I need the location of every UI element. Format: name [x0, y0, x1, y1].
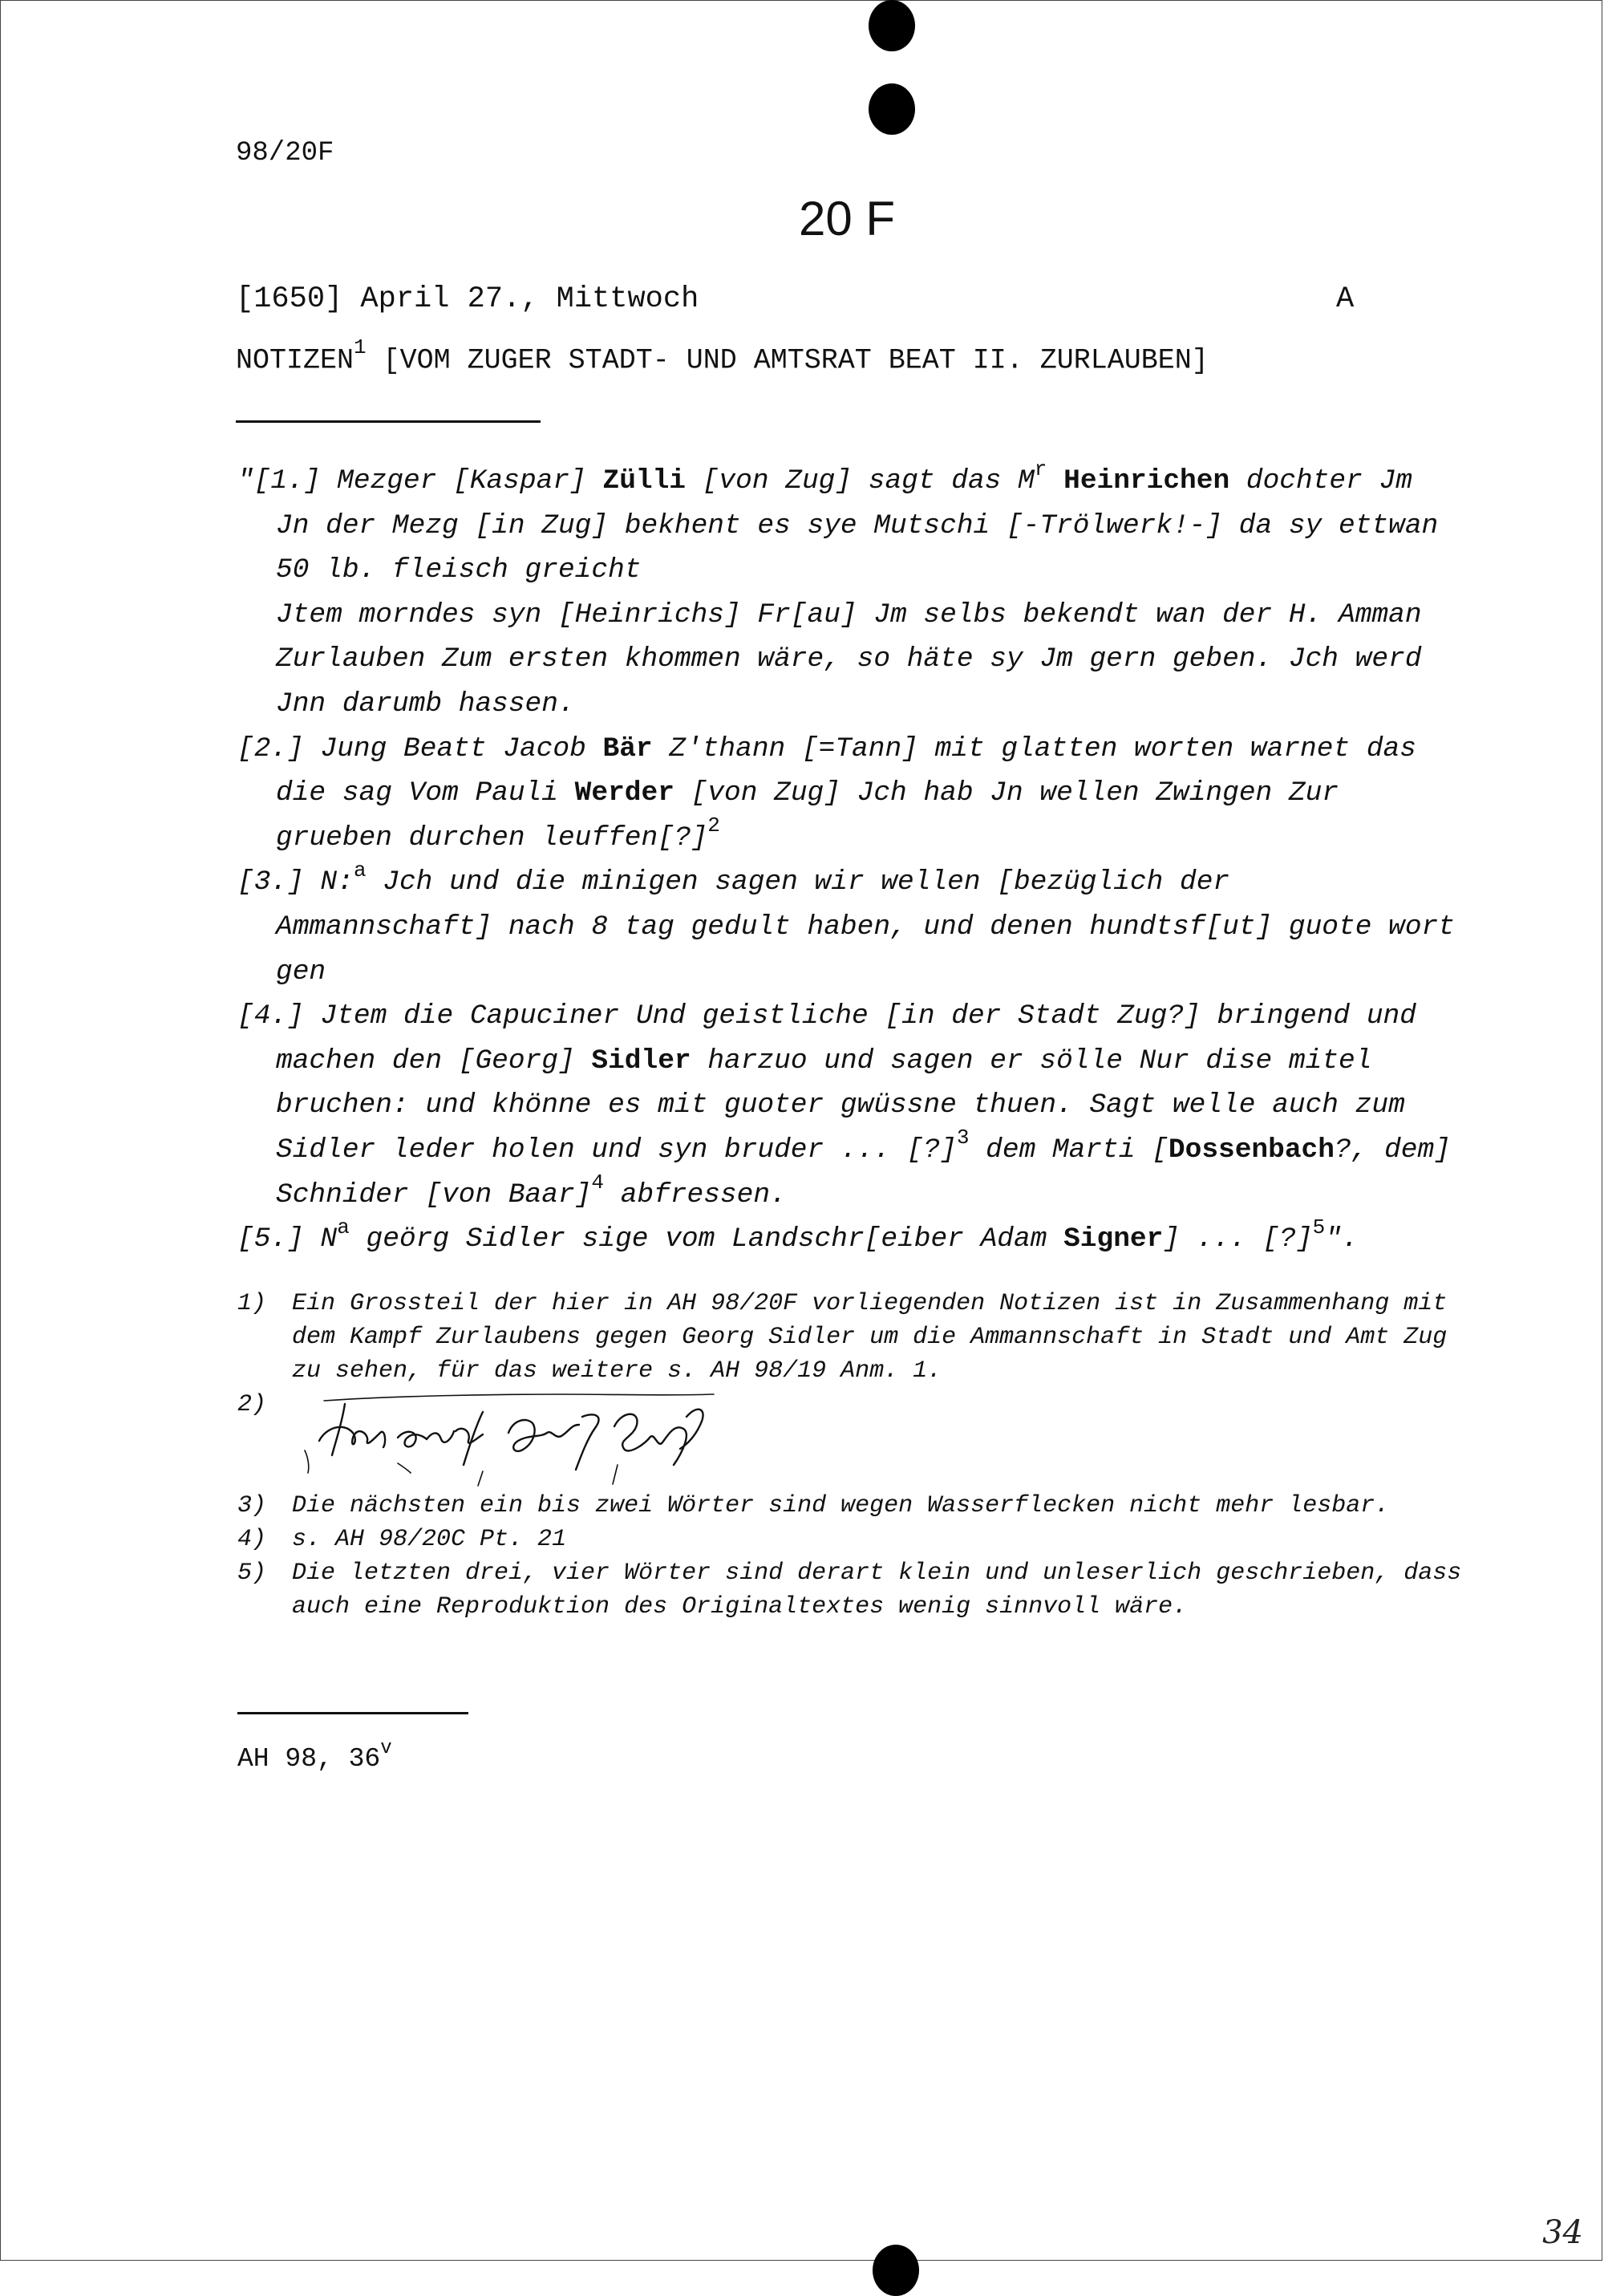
footnote-4 [237, 1523, 1489, 1556]
footnote-number: 5) [237, 1560, 267, 1587]
name-dossenbach: Dossenbach [1168, 1134, 1335, 1166]
source-divider [237, 1712, 468, 1714]
text-span: [von Zug] sagt das M [686, 465, 1035, 497]
footnote-text: Die letzten drei, vier Wörter sind derart klein und unleserlich geschrieben, dass auch eine Reproduktion des Originaltextes wenig sinnvoll wäre. [292, 1560, 1476, 1621]
text-span: geörg Sidler sige vom Landschr[eiber Adam [349, 1223, 1064, 1255]
document-letter: A [1336, 282, 1355, 316]
text-span: [2.] Jung Beatt Jacob [237, 732, 603, 765]
text-span: ?, dem] Schnider [von Baar] [276, 1134, 1468, 1211]
document-heading [236, 335, 1209, 377]
text-span: ". [1325, 1223, 1359, 1255]
heading-rest: [VOM ZUGER STADT- UND AMTSRAT BEAT II. ZURLAUBEN] [366, 344, 1209, 377]
heading-main: NOTIZEN [236, 344, 354, 377]
text-span: Jch und die minigen sagen wir wellen [bezüglich der Ammannschaft] nach 8 tag gedult haben, und denen hundtsf[ut] guote wort gen [276, 866, 1472, 988]
text-span: Anm. 1. [826, 1357, 942, 1385]
punch-hole-bottom [873, 2245, 919, 2296]
name-werder: Werder [574, 777, 674, 809]
note-paragraph-1b: Jtem morndes syn [Heinrichs] Fr[au] Jm selbs bekendt wan der H. Amman Zurlauben Zum ersten khommen wäre, so häte sy Jm gern geben. Jch werd Jnn darumb hassen. [276, 598, 1439, 720]
text-span: dem Marti [ [969, 1134, 1169, 1166]
archive-reference: AH 98/19 [711, 1357, 827, 1385]
source-superscript: v [380, 1738, 392, 1759]
footnote-mark-3: 3 [956, 1126, 970, 1150]
archive-reference: AH 98/20C [335, 1526, 466, 1553]
document-title: 20 F [799, 192, 896, 245]
note-paragraph-4 [237, 994, 1468, 1217]
handwritten-signature-image [297, 1393, 746, 1489]
text-span: vorliegenden Notizen ist in Zusammenhang mit dem Kampf Zurlaubens gegen Georg Sidler um die Ammannschaft in Stadt und Amt Zug zu sehen, für das weitere s. [292, 1290, 1462, 1385]
name-sidler: Sidler [591, 1045, 691, 1077]
footnote-3 [237, 1489, 1489, 1523]
text-span: Z'thann [=Tann] mit glatten worten warnet das die sag Vom Pauli [276, 732, 1433, 809]
text-span: ] ... [?] [1163, 1223, 1313, 1255]
text-span: [von Zug] Jch hab Jn wellen Zwingen Zur grueben durchen leuffen[?] [276, 777, 1355, 854]
text-span: abfressen. [603, 1178, 787, 1211]
heading-divider [236, 420, 541, 423]
text-span: [5.] N [237, 1223, 338, 1255]
heading-footnote-mark: 1 [354, 335, 367, 359]
footnote-number: 2) [237, 1391, 267, 1418]
footnote-mark-4: 4 [591, 1170, 604, 1195]
name-zuelli: Zülli [602, 465, 687, 497]
punch-hole-upper [869, 83, 915, 135]
archive-reference: AH 98/20F [667, 1290, 798, 1317]
handwritten-page-number: 34 [1542, 2214, 1583, 2251]
footnote-text [292, 1523, 1489, 1556]
text-span: Ein Grossteil der hier in [292, 1290, 668, 1317]
source-main: AH 98, 36 [237, 1744, 381, 1774]
footnote-mark-5: 5 [1312, 1215, 1326, 1239]
footnote-2 [237, 1388, 1489, 1489]
footnote-1 [237, 1287, 1489, 1388]
note-paragraph-3 [237, 858, 1472, 994]
source-reference [237, 1738, 392, 1774]
name-heinrichen: Heinrichen [1063, 465, 1230, 497]
superscript: a [337, 1215, 350, 1239]
name-baer: Bär [602, 732, 653, 765]
superscript: r [1034, 456, 1047, 481]
reference-code: 98/20F [236, 138, 334, 168]
footnote-text: Die nächsten ein bis zwei Wörter sind wegen Wasserflecken nicht mehr lesbar. [292, 1492, 1390, 1519]
name-signer: Signer [1063, 1223, 1164, 1255]
text-span: [4.] Jtem die Capuciner Und geistliche [in der Stadt Zug?] bringend und machen den [Georg] [237, 1000, 1433, 1077]
text-span: harzuo und sagen er sölle Nur dise mitel bruchen: und khönne es mit guoter gwüssne thuen. Sagt welle auch zum Sidler leder holen und syn bruder ... [?] [276, 1045, 1422, 1166]
footnote-number: 4) [237, 1526, 267, 1553]
note-paragraph-1 [237, 456, 1456, 593]
text-span: [3.] N: [237, 866, 354, 899]
notes-body [237, 456, 1472, 1262]
footnote-text [292, 1287, 1489, 1388]
punch-hole-top [869, 0, 915, 51]
footnotes [237, 1287, 1489, 1624]
text-span [1047, 465, 1063, 497]
footnote-number: 3) [237, 1492, 267, 1519]
note-paragraph-5 [237, 1215, 1456, 1262]
text-span: dochter Jm Jn der Mezg [in Zug] bekhent es sye Mutschi [-Trölwerk!-] da sy ettwan 50 lb. fleisch greicht [276, 465, 1455, 586]
footnote-mark-2: 2 [707, 813, 720, 838]
footnote-number: 1) [237, 1290, 267, 1317]
note-paragraph-2 [237, 727, 1456, 861]
document-date: [1650] April 27., Mittwoch [236, 282, 699, 316]
footnote-5 [237, 1556, 1489, 1624]
text-span: "[1.] Mezger [Kaspar] [237, 465, 603, 497]
text-span: s. [292, 1526, 336, 1553]
text-span: Pt. 21 [465, 1526, 567, 1553]
superscript: a [353, 858, 367, 882]
